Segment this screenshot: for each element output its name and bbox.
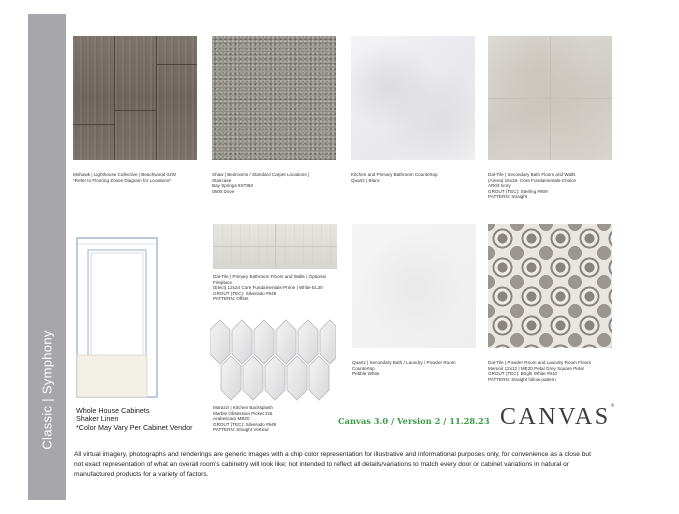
caption-quartz-pebble: Quartz | Secondary Bath / Laundry / Powder Room Countertop Pebble White bbox=[352, 360, 456, 377]
cabinet-caption: Whole House Cabinets Shaker Linen *Color May Vary Per Cabinet Vendor bbox=[76, 406, 193, 432]
swatch-quartz-pebble bbox=[352, 224, 476, 348]
swatch-daltile-ivory bbox=[488, 36, 612, 160]
version-label: Canvas 3.0 / Version 2 / 11.28.23 bbox=[338, 416, 490, 426]
caption-mohawk-wood: Mohawk | Lighthouse Collective | Beachwood 02W *Refer to Flooring Zones Diagram for Locations* bbox=[73, 172, 176, 183]
swatch-mohawk-wood bbox=[73, 36, 197, 160]
swatch-shaw-carpet bbox=[212, 36, 336, 160]
canvas-logo: CANVAS® bbox=[500, 404, 615, 430]
caption-daltile-white: Dal-Tile | Primary Bathroom Floors and Walls / Optional Fireplace (Elect) 12x24 Core Fundamentals-Prime | White EL30 GROUT (TEC): Silverado #949 PATTERN: Offset bbox=[213, 274, 326, 302]
caption-shaw-carpet: Shaw | Bedrooms / Standard Carpet Locations | Staircase Bay Springs 8ST8M 0500 Dove bbox=[212, 172, 310, 194]
caption-quartz-blanc: Kitchen and Primary Bathroom Countertop Quartz | Blanc bbox=[351, 172, 438, 183]
swatch-marazzi-hex bbox=[210, 316, 336, 402]
cabinet-door-illustration bbox=[76, 236, 158, 399]
caption-daltile-ivory: Dal-Tile | Secondary Bath Floors and Walls (Arena) 15x15- Core Fundamentals-Choice AR04 Ivory GROUT (TEC): Sterling #909 PATTERN: Straight bbox=[488, 172, 577, 200]
swatch-quartz-blanc bbox=[351, 36, 475, 160]
disclaimer-text: All virtual imagery, photographs and renderings are generic images with a chip color representation for illustrative and informational purposes only, for convenience as a close but not exact representation of what an overall room's cabinetry will look like; not intended to reflect all details/variations to match every door or cabinet variations in natural or manufactured products for a variety of factors. bbox=[74, 451, 591, 478]
swatch-daltile-patterned bbox=[488, 224, 612, 348]
caption-daltile-patterned: Dal-Tile | Powder Room and Laundry Room Floors Memoir 12x12 | ME20 Petal Grey Square Petal GROUT (TEC): Bright White #910 PATTERN: Straight follow pattern bbox=[488, 360, 591, 382]
caption-marazzi-backsplash: Marazzi | Kitchen Backsplash Marble Obsession Picket 2x5 Arabescato MB20 GROUT (TEC): Silverado #949 PATTERN: Straight Vertical bbox=[213, 405, 277, 433]
swatch-daltile-white bbox=[213, 224, 337, 269]
cabinet-color-chip bbox=[77, 355, 147, 397]
collection-title: Classic | Symphony bbox=[39, 330, 55, 450]
